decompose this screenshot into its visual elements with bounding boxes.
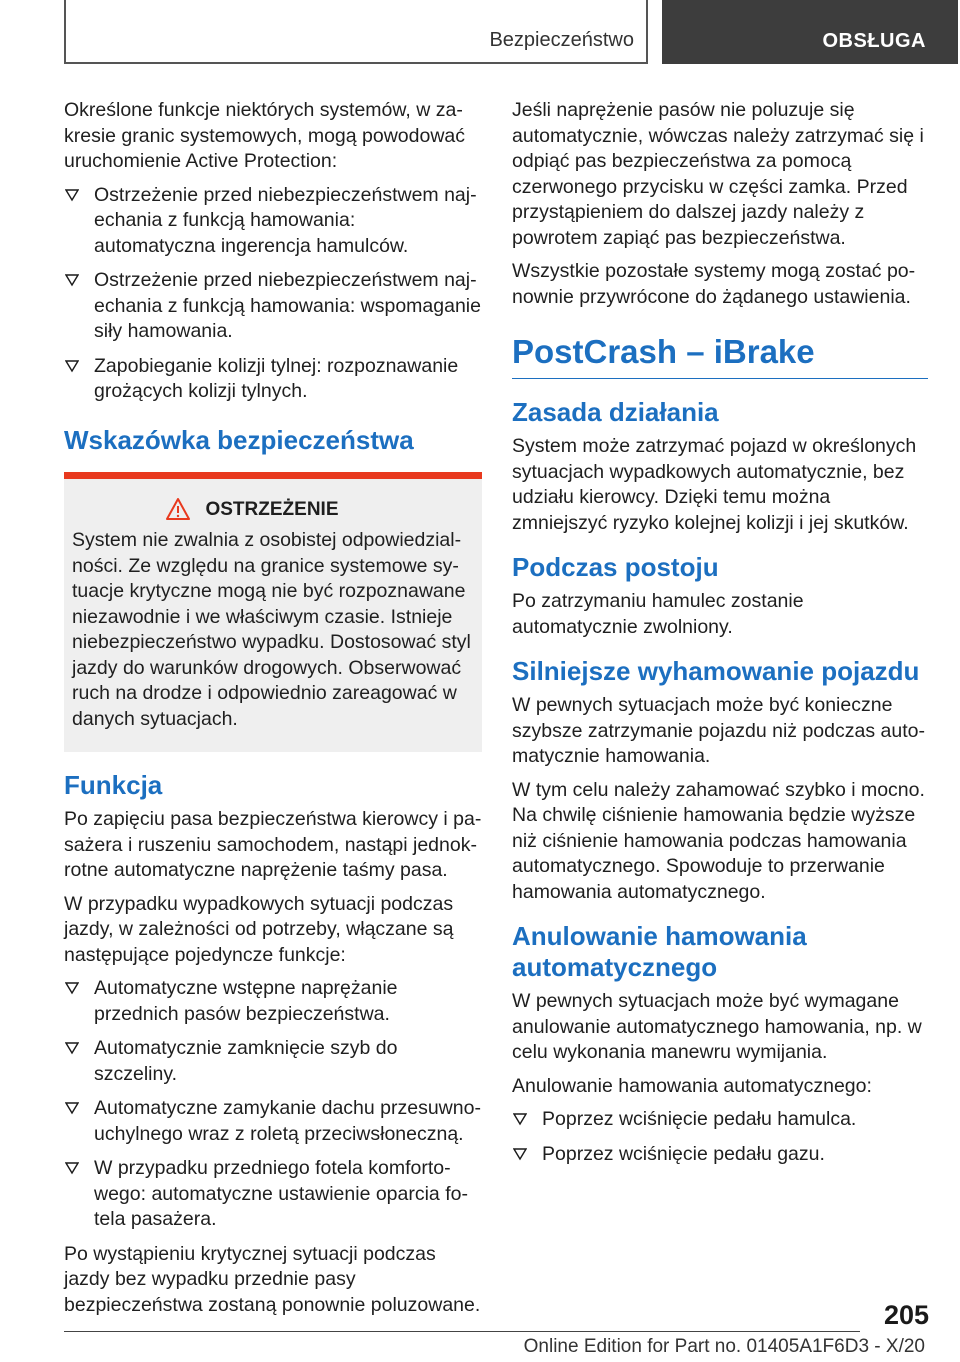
page-number: 205 (884, 1300, 930, 1330)
triangle-bullet-icon (65, 1101, 79, 1115)
triangle-bullet-icon (65, 981, 79, 995)
right-column (512, 98, 928, 1176)
stronger-braking-heading: Silniejsze wyhamowanie pojazdu (512, 656, 920, 686)
section-title: Bezpieczeństwo (489, 29, 634, 51)
function-paragraph-1: Po zapięciu pasa bezpieczeństwa kierowcy i pasażera i ruszeniu samochodem, nastąpi jednokrotne automatyczne naprężenie taśmy pasa. (64, 808, 482, 881)
release-paragraph: Jeśli naprężenie pasów nie poluzuje się automatycznie, wówczas należy zatrzymać się i odpiąć pas bezpieczeństwa za pomocą czerwonego przycisku w części zamka. Przed przystąpieniem do dalszej jazdy należy z powrotem zapiąć pas bezpieczeństwa. (512, 99, 924, 249)
active-protection-list (64, 183, 482, 405)
list-item (64, 354, 482, 405)
list-item (512, 1107, 928, 1133)
function-paragraph-3: Po wystąpieniu krytycznej sytuacji podczas jazdy bez wypadku przednie pasy bezpieczeństwa zostaną ponownie poluzowane. (64, 1242, 481, 1316)
warning-box (64, 472, 482, 753)
triangle-bullet-icon (513, 1147, 527, 1161)
list-item (64, 976, 482, 1027)
chapter-tab (662, 0, 958, 64)
footer-edition: Online Edition for Part no. 01405A1F6D3 - X/20 (523, 1336, 925, 1357)
list-item (64, 268, 482, 345)
chapter-tab-label: OBSŁUGA (822, 30, 926, 52)
standstill-heading: Podczas postoju (512, 552, 719, 582)
cancel-braking-text-2: Anulowanie hamowania automatycznego: (512, 1074, 872, 1097)
list-item (64, 1096, 482, 1147)
list-item-text: Ostrzeżenie przed niebezpieczeństwem najechania z funkcją hamowania: automatyczna ingerencja hamulców. (94, 183, 477, 257)
function-heading: Funkcja (64, 770, 163, 800)
triangle-bullet-icon (65, 1041, 79, 1055)
triangle-bullet-icon (65, 273, 79, 287)
stronger-braking-text-2: W tym celu należy zahamować szybko i mocno. Na chwilę ciśnienie hamowania będzie wyższe niż ciśnienie hamowania podczas hamowania automatycznego. Spowoduje to przerwanie hamowania automatycznego. (512, 778, 925, 903)
header-frame (64, 0, 648, 64)
list-item-text: Ostrzeżenie przed niebezpieczeństwem najechania z funkcją hamowania: wspomaganie siły hamowania. (94, 269, 481, 342)
list-item (64, 1156, 482, 1233)
cancel-braking-text-1: W pewnych sytuacjach może być wymagane anulowanie automatycznego hamowania, np. w celu wykonania manewru wymijania. (512, 990, 922, 1063)
principle-heading: Zasada działania (512, 397, 719, 427)
warning-title: OSTRZEŻENIE (205, 498, 339, 520)
warning-text: System nie zwalnia z osobistej odpowiedzialności. Ze względu na granice systemowe sytuacje krytyczne mogą nie być rozpoznawane niezawodnie i we właściwym czasie. Istnieje niebezpieczeństwo wypadku. Dostosować styl jazdy do warunków drogowych. Obserwować ruch na drodze i odpowiednio zareagować w danych sytuacjach. (72, 529, 471, 730)
triangle-bullet-icon (65, 188, 79, 202)
restore-paragraph: Wszystkie pozostałe systemy mogą zostać ponownie przywrócone do żądanego ustawienia. (512, 260, 916, 308)
warning-header (72, 497, 472, 523)
cancel-braking-list (512, 1107, 928, 1167)
list-item (64, 183, 482, 260)
list-item (512, 1142, 928, 1168)
intro-paragraph: Określone funkcje niektórych systemów, w zakresie granic systemowych, mogą powodować uruchomienie Active Protection: (64, 99, 466, 172)
list-item-text: Automatyczne zamykanie dachu przesuwno-uchylnego wraz z roletą przeciwsłoneczną. (94, 1097, 481, 1145)
list-item-text: Poprzez wciśnięcie pedału gazu. (542, 1142, 825, 1165)
triangle-bullet-icon (513, 1112, 527, 1126)
list-item-text: Zapobieganie kolizji tylnej: rozpoznawanie grożących kolizji tylnych. (94, 354, 459, 402)
list-item-text: W przypadku przedniego fotela komfortowego: automatyczne ustawienie oparcia fotela pasażera. (94, 1157, 468, 1230)
safety-heading: Wskazówka bezpieczeństwa (64, 424, 414, 455)
footer-divider (64, 1331, 860, 1332)
list-item-text: Automatycznie zamknięcie szyb do szczeliny. (94, 1037, 398, 1085)
list-item (64, 1036, 482, 1087)
stronger-braking-text-1: W pewnych sytuacjach może być konieczne szybsze zatrzymanie pojazdu niż podczas automatycznie hamowania. (512, 694, 925, 767)
function-paragraph-2: W przypadku wypadkowych sytuacji podczas jazdy, w zależności od potrzeby, włączane są następujące pojedyncze funkcje: (64, 892, 454, 966)
list-item-text: Automatyczne wstępne naprężanie przednich pasów bezpieczeństwa. (94, 977, 398, 1025)
standstill-text: Po zatrzymaniu hamulec zostanie automatycznie zwolniony. (512, 590, 804, 638)
triangle-bullet-icon (65, 1161, 79, 1175)
principle-text: System może zatrzymać pojazd w określonych sytuacjach wypadkowych automatycznie, bez udziału kierowcy. Dzięki temu można zmniejszyć ryzyko kolejnej kolizji i jej skutków. (512, 435, 917, 534)
list-item-text: Poprzez wciśnięcie pedału hamulca. (542, 1108, 857, 1130)
left-column (64, 98, 482, 1326)
function-list (64, 976, 482, 1233)
postcrash-heading: PostCrash – iBrake (512, 332, 928, 379)
cancel-braking-heading: Anulowanie hamowania automatycznego (512, 921, 807, 982)
triangle-bullet-icon (65, 359, 79, 373)
warning-triangle-icon (165, 497, 191, 521)
